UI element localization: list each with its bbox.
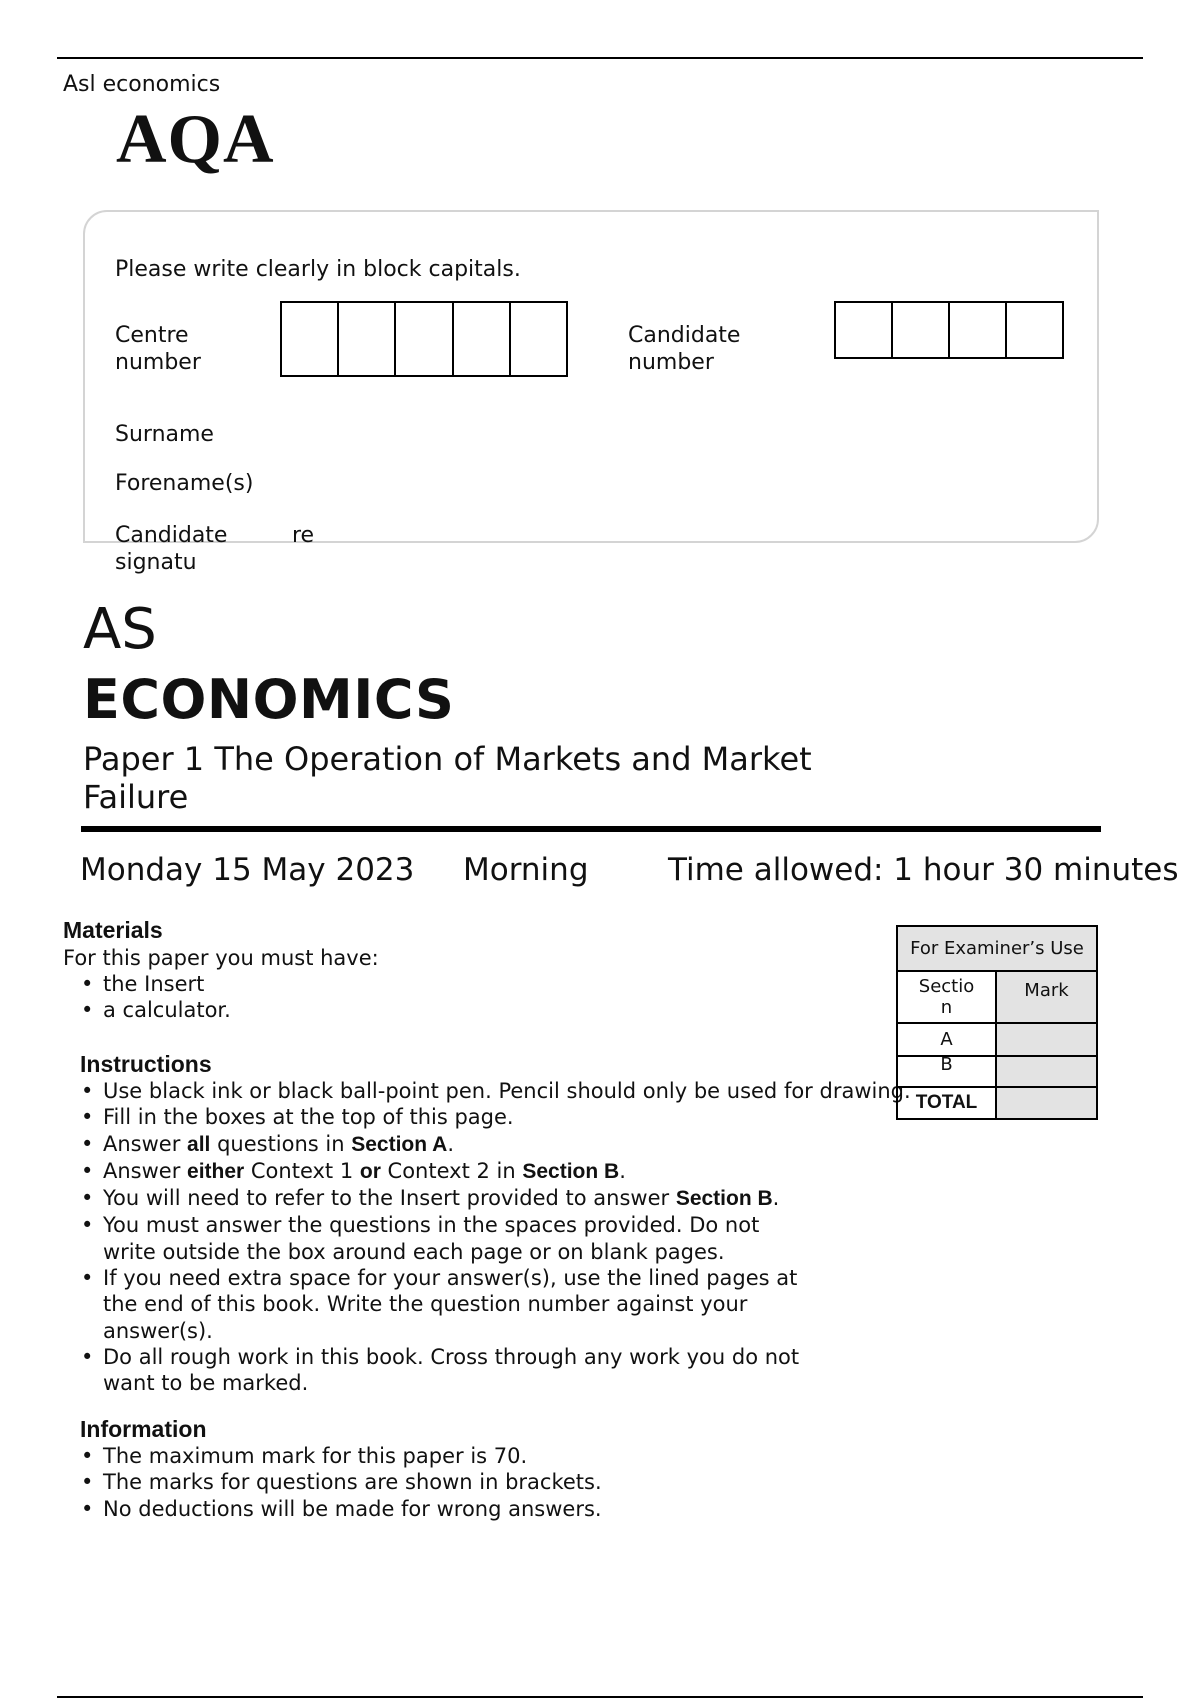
centre-number-digit-box[interactable] <box>282 303 339 375</box>
mark-cell-b[interactable] <box>996 1056 1097 1087</box>
instruction-text: Context 2 in <box>380 1158 523 1183</box>
time-allowed: Time allowed: 1 hour 30 minutes <box>668 852 1179 888</box>
instruction-text: You must answer the questions in the spaces provided. Do not write outside the box around each page or on blank pages. <box>103 1213 760 1264</box>
surname-label: Surname <box>115 422 214 447</box>
instruction-item <box>79 1212 1099 1265</box>
mark-cell-a[interactable] <box>996 1023 1097 1056</box>
centre-number-digit-box[interactable] <box>396 303 453 375</box>
instruction-item <box>79 1185 1099 1212</box>
exam-session: Morning <box>463 852 589 888</box>
page-header: Asl economics <box>63 72 221 97</box>
instruction-emphasis: or <box>359 1159 381 1183</box>
section-row-label: B <box>897 1056 996 1087</box>
instruction-text: . <box>619 1158 626 1183</box>
block-capitals-instruction: Please write clearly in block capitals. <box>115 257 521 282</box>
instruction-item <box>79 1265 1099 1344</box>
total-mark-cell[interactable] <box>996 1087 1097 1119</box>
signature-label: Candidate signatu <box>115 523 228 575</box>
instruction-text: Answer <box>103 1131 188 1156</box>
instruction-text: Fill in the boxes at the top of this page. <box>103 1105 514 1130</box>
candidate-number-digit-box[interactable] <box>893 303 950 357</box>
section-row-label: A <box>897 1023 996 1056</box>
materials-heading: Materials <box>63 917 163 943</box>
candidate-number-boxes <box>834 301 1064 359</box>
candidate-number-digit-box[interactable] <box>836 303 893 357</box>
centre-number-digit-box[interactable] <box>511 303 566 375</box>
instruction-text: questions in <box>210 1131 352 1156</box>
information-item: • The maximum mark for this paper is 70. <box>79 1443 839 1469</box>
instruction-emphasis: either <box>187 1159 245 1183</box>
instructions-list <box>79 1078 1099 1397</box>
centre-number-boxes <box>280 301 568 377</box>
instruction-emphasis: all <box>187 1132 211 1156</box>
instructions-heading: Instructions <box>80 1051 212 1077</box>
instruction-emphasis: Section B <box>522 1159 620 1183</box>
materials-item: • the Insert <box>79 971 779 997</box>
mark-column-header: Mark <box>996 971 1097 1023</box>
qualification-level: AS <box>83 597 157 662</box>
instruction-item <box>79 1131 1099 1158</box>
candidate-number-label: Candidate number <box>628 323 741 375</box>
signature-label-continued: re <box>292 523 315 548</box>
information-heading: Information <box>80 1416 207 1442</box>
forenames-label: Forename(s) <box>115 471 254 496</box>
instruction-item <box>79 1158 1099 1185</box>
centre-number-digit-box[interactable] <box>454 303 511 375</box>
instruction-text: . <box>447 1131 454 1156</box>
instruction-text: If you need extra space for your answer(s), use the lined pages at the end of this book. Write the question number against your answer(s). <box>103 1266 798 1343</box>
instruction-item <box>79 1344 1099 1397</box>
instruction-emphasis: Section B <box>675 1187 773 1211</box>
instruction-text: Use black ink or black ball-point pen. Pencil should only be used for drawing. <box>103 1079 911 1103</box>
information-item: • The marks for questions are shown in brackets. <box>79 1469 839 1495</box>
examiner-use-table <box>896 925 1098 1120</box>
exam-date: Monday 15 May 2023 <box>80 852 415 888</box>
instruction-text: Answer <box>103 1158 188 1183</box>
section-column-header: Sectio n <box>897 971 996 1023</box>
instruction-text: Context 1 <box>244 1158 360 1183</box>
materials-item: • a calculator. <box>79 997 779 1023</box>
examiner-table-title: For Examiner’s Use <box>897 926 1097 971</box>
instruction-text: . <box>772 1186 780 1211</box>
title-rule <box>81 826 1101 832</box>
instruction-text: You will need to refer to the Insert provided to answer <box>103 1186 676 1211</box>
centre-number-digit-box[interactable] <box>339 303 396 375</box>
materials-list <box>79 971 779 1024</box>
bottom-rule <box>57 1696 1143 1698</box>
top-rule <box>57 57 1143 59</box>
information-item: • No deductions will be made for wrong answers. <box>79 1496 839 1522</box>
materials-intro: For this paper you must have: <box>63 946 379 970</box>
subject-title: ECONOMICS <box>83 668 455 731</box>
instruction-text: Do all rough work in this book. Cross through any work you do not want to be marked. <box>103 1344 800 1396</box>
centre-number-label: Centre number <box>115 323 201 375</box>
instruction-emphasis: Section A <box>351 1132 448 1156</box>
aqa-logo: AQA <box>116 101 275 178</box>
paper-title: Paper 1 The Operation of Markets and Market Failure <box>83 740 812 816</box>
candidate-number-digit-box[interactable] <box>1007 303 1062 357</box>
information-list <box>79 1443 839 1522</box>
candidate-number-digit-box[interactable] <box>950 303 1007 357</box>
total-label: TOTAL <box>897 1087 996 1119</box>
